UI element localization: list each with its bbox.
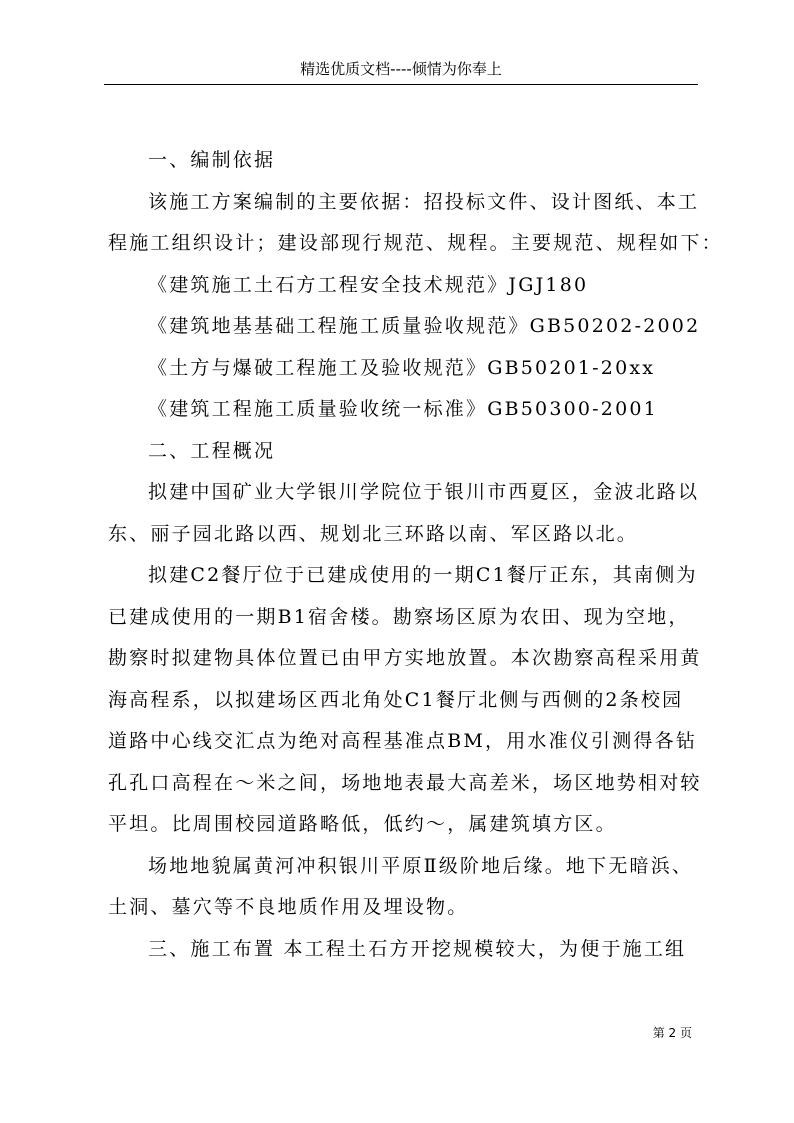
section-heading: 一、编制依据: [148, 149, 276, 171]
header-title: 精选优质文档----倾情为你奉上: [300, 60, 502, 78]
paragraph-line: 程施工组织设计；建设部现行规范、规程。主要规范、规程如下：: [108, 232, 723, 254]
paragraph-line: 平坦。比周围校园道路略低，低约～，属建筑填方区。: [108, 813, 617, 835]
paragraph-line: 土洞、墓穴等不良地质作用及埋设物。: [108, 896, 469, 918]
standard-reference: 《建筑地基基础工程施工质量验收规范》GB50202-2002: [148, 315, 701, 337]
paragraph-line: 道路中心线交汇点为绝对高程基准点BM，用水准仪引测得各钻: [108, 730, 698, 752]
paragraph-line: 勘察时拟建物具体位置已由甲方实地放置。本次勘察高程采用黄: [108, 647, 702, 669]
standard-reference: 《建筑工程施工质量验收统一标准》GB50300-2001: [148, 398, 658, 420]
section-heading: 二、工程概况: [148, 439, 276, 462]
standard-reference: 《土方与爆破工程施工及验收规范》GB50201-20xx: [148, 356, 656, 379]
document-body: [108, 140, 723, 970]
paragraph-line: 拟建中国矿业大学银川学院位于银川市西夏区，金波北路以: [148, 481, 700, 503]
paragraph-line: 东、丽子园北路以西、规划北三环路以南、军区路以北。: [108, 522, 639, 545]
paragraph-line: 海高程系，以拟建场区西北角处C1餐厅北侧与西侧的2条校园: [108, 688, 684, 711]
paragraph-line: 该施工方案编制的主要依据：招投标文件、设计图纸、本工: [148, 190, 700, 213]
page-header: [104, 58, 698, 85]
section-heading: 三、施工布置 本工程土石方开挖规模较大，为便于施工组: [148, 937, 687, 960]
standard-reference: 《建筑施工土石方工程安全技术规范》JGJ180: [148, 273, 589, 296]
page-number: 第 2 页: [652, 1026, 692, 1040]
paragraph-line: 拟建C2餐厅位于已建成使用的一期C1餐厅正东，其南侧为: [148, 564, 698, 586]
paragraph-line: 孔孔口高程在～米之间，场地地表最大高差米，场区地势相对较: [108, 771, 702, 794]
paragraph-line: 场地地貌属黄河冲积银川平原Ⅱ级阶地后缘。地下无暗浜、: [148, 854, 694, 877]
paragraph-line: 已建成使用的一期B1宿舍楼。勘察场区原为农田、现为空地，: [108, 605, 690, 628]
